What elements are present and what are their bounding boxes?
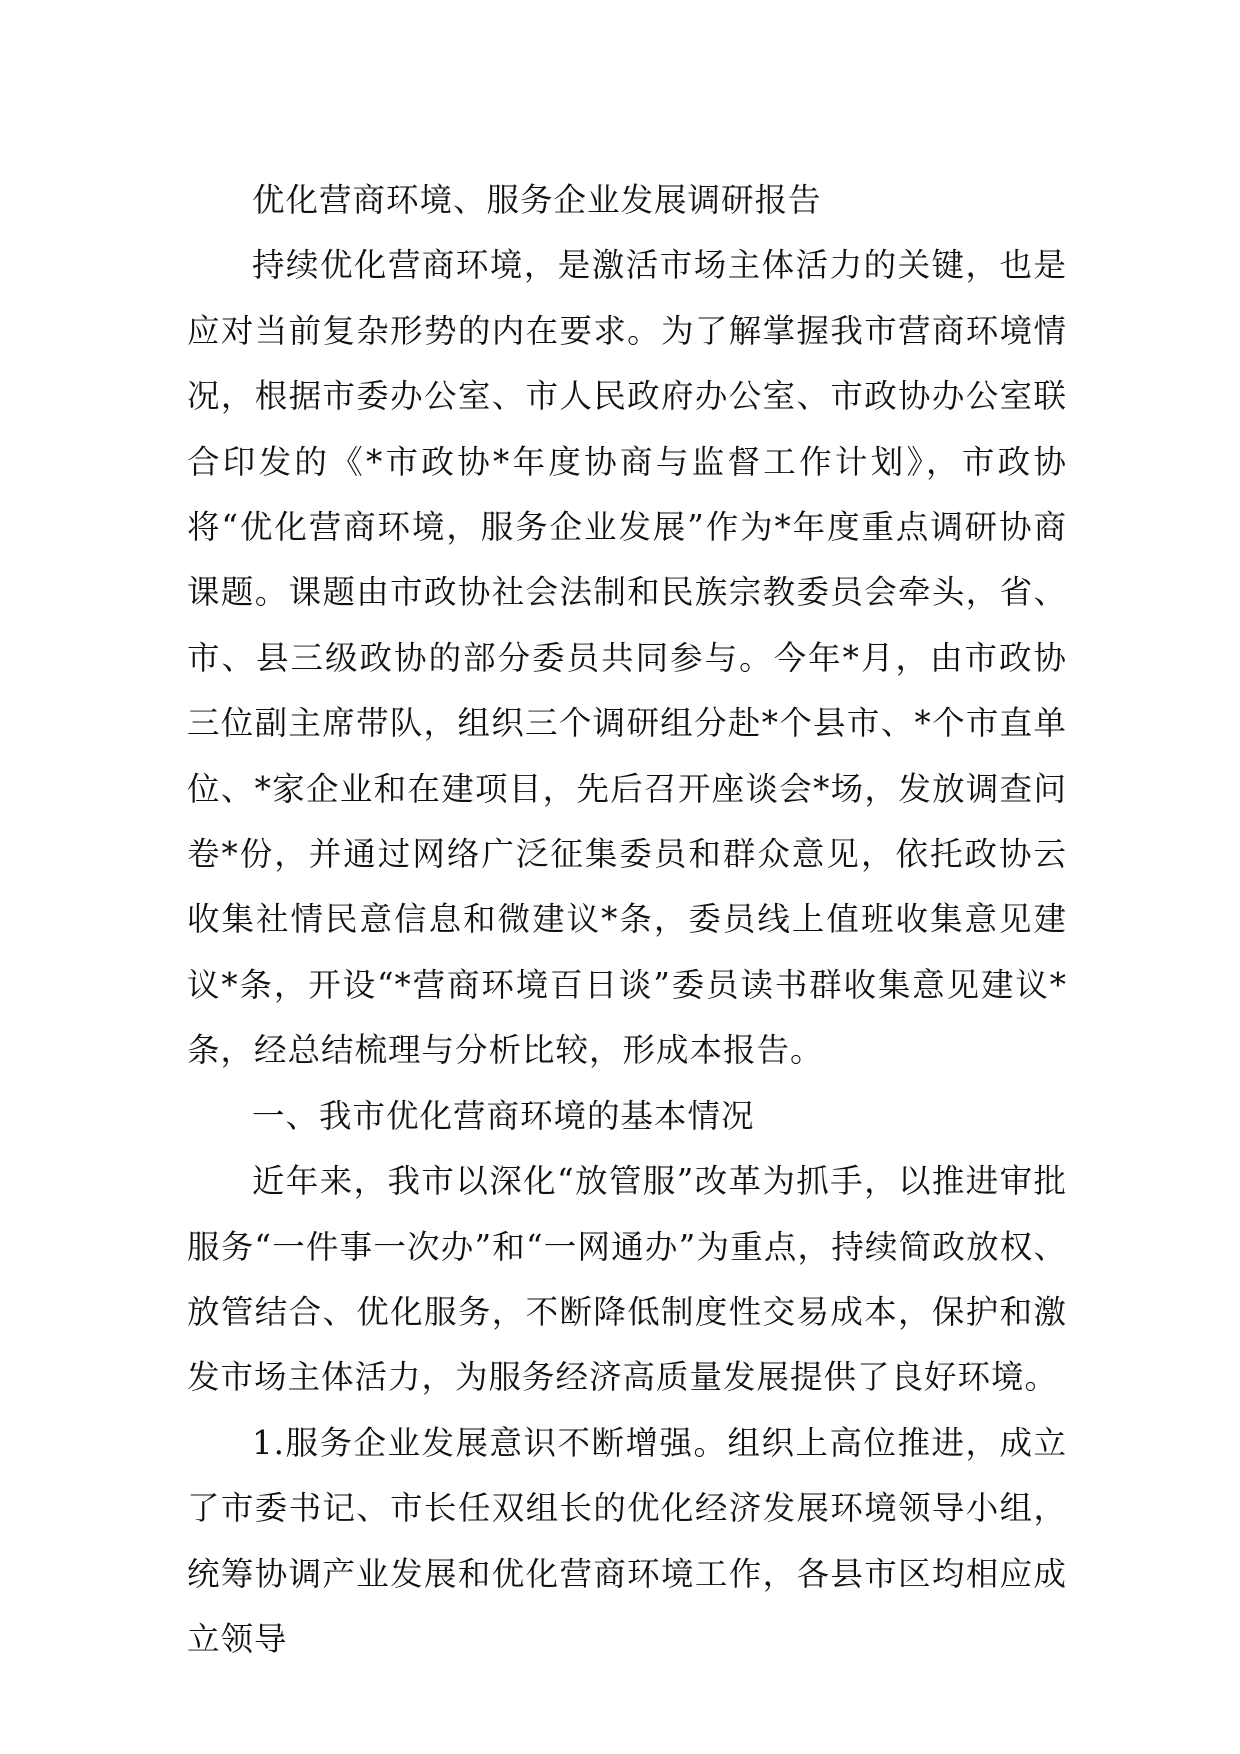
section-heading-basic-situation: 一、我市优化营商环境的基本情况 <box>252 1096 755 1135</box>
report-title: 优化营商环境、服务企业发展调研报告 <box>252 181 822 219</box>
section-paragraph-basic-situation: 近年来，我市以深化“放管服”改革为抓手，以推进审批服务“一件事一次办”和“一网通办”为重点，持续简政放权、放管结合、优化服务，不断降低制度性交易成本，保护和激发市场主体活力，为服务经济高质量发展提供了良好环境。 <box>187 1162 1067 1397</box>
document-body <box>187 168 1067 1672</box>
intro-paragraph: 持续优化营商环境，是激活市场主体活力的关键，也是应对当前复杂形势的内在要求。为了解掌握我市营商环境情况，根据市委办公室、市人民政府办公室、市政协办公室联合印发的《*市政协*年度协商与监督工作计划》，市政协将“优化营商环境，服务企业发展”作为*年度重点调研协商课题。课题由市政协社会法制和民族宗教委员会牵头，省、市、县三级政协的部分委员共同参与。今年*月，由市政协三位副主席带队，组织三个调研组分赴*个县市、*个市直单位、*家企业和在建项目，先后召开座谈会*场，发放调查问卷*份，并通过网络广泛征集委员和群众意见，依托政协云收集社情民意信息和微建议*条，委员线上值班收集意见建议*条，开设“*营商环境百日谈”委员读书群收集意见建议*条，经总结梳理与分析比较，形成本报告。 <box>187 246 1067 1070</box>
item-paragraph-1: 1.服务企业发展意识不断增强。组织上高位推进，成立了市委书记、市长任双组长的优化经济发展环境领导小组，统筹协调产业发展和优化营商环境工作，各县市区均相应成立领导 <box>187 1423 1067 1658</box>
